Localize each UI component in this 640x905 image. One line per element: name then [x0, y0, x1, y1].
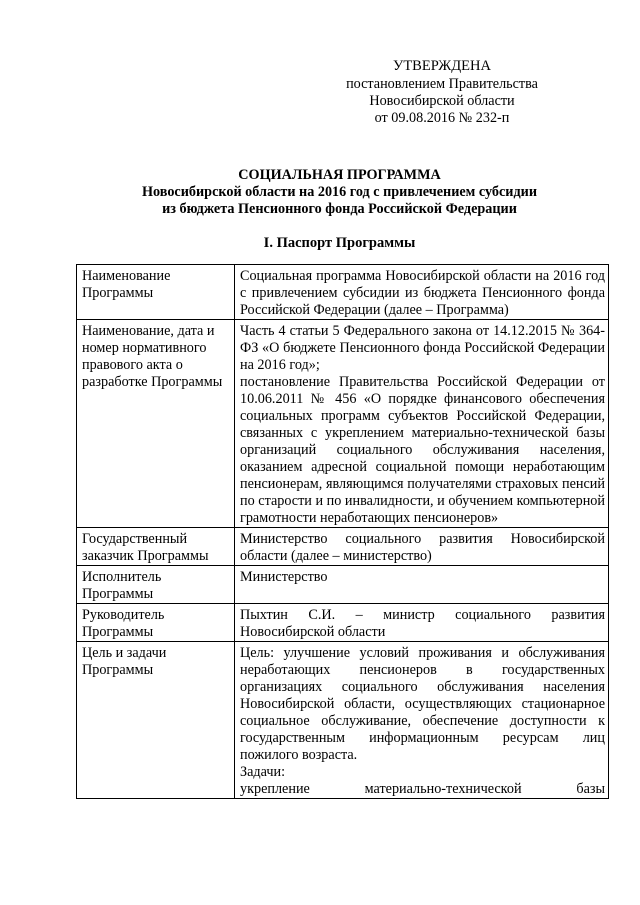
row-text-2: постановление Правительства Российской Федерации от 10.06.2011 № 456 «О порядке финансового обеспечения социальных программ субъектов Российской Федерации, связанных с укреплением материально-технической базы организаций социального обслуживания населения, оказанием адресной социальной помощи неработающим пенсионерам, являющимся получателями страховых пенсий по старости и по инвалидности, и обучением компьютерной грамотности неработающих пенсионеров»	[240, 374, 605, 526]
table-row	[77, 320, 609, 528]
row-text: Пыхтин С.И. – министр социального развития Новосибирской области	[240, 607, 605, 640]
row-text: Часть 4 статьи 5 Федерального закона от 14.12.2015 № 364-ФЗ «О бюджете Пенсионного фонда Российской Федерации на 2016 год»;	[240, 323, 605, 373]
row-label: Руководитель Программы	[77, 604, 235, 642]
table-row	[77, 604, 609, 642]
title-line-2: Новосибирской области на 2016 год с привлечением субсидии	[142, 184, 537, 200]
approval-heading: УТВЕРЖДЕНА	[393, 58, 491, 74]
passport-table	[76, 264, 609, 799]
row-text-2: Задачи:	[240, 764, 286, 780]
table-row	[77, 566, 609, 604]
row-value	[235, 642, 609, 799]
approval-line-2: Новосибирской области	[369, 93, 515, 109]
row-text: Министерство	[240, 569, 328, 585]
row-text: Министерство социального развития Новосибирской области (далее – министерство)	[240, 531, 605, 564]
table-row	[77, 265, 609, 320]
approval-line-1: постановлением Правительства	[346, 76, 538, 92]
row-value	[235, 566, 609, 604]
row-text: Социальная программа Новосибирской области на 2016 год с привлечением субсидии из бюджета Пенсионного фонда Российской Федерации (далее – Программа)	[240, 268, 605, 318]
row-value	[235, 320, 609, 528]
row-label: Наименование Программы	[77, 265, 235, 320]
table-row	[77, 528, 609, 566]
row-label: Государственный заказчик Программы	[77, 528, 235, 566]
row-value	[235, 528, 609, 566]
row-text-3: укрепление материально-технической базы	[240, 781, 605, 797]
title-line-3: из бюджета Пенсионного фонда Российской Федерации	[162, 201, 517, 217]
row-text: Цель: улучшение условий проживания и обслуживания неработающих пенсионеров в государственных организациях социального обслуживания населения Новосибирской области, осуществляющих стационарное социальное обслуживание, обеспечение доступности к государственным информационным ресурсам лиц пожилого возраста.	[240, 645, 605, 763]
row-label: Исполнитель Программы	[77, 566, 235, 604]
table-row	[77, 642, 609, 799]
approval-line-3: от 09.08.2016 № 232-п	[374, 110, 510, 126]
row-label: Цель и задачи Программы	[77, 642, 235, 799]
row-value	[235, 265, 609, 320]
approval-block	[312, 58, 572, 127]
title-line-1: СОЦИАЛЬНАЯ ПРОГРАММА	[238, 167, 441, 183]
document-title	[76, 167, 603, 218]
row-value	[235, 604, 609, 642]
section-title: I. Паспорт Программы	[263, 235, 416, 251]
row-label: Наименование, дата и номер нормативного правового акта о разработке Программы	[77, 320, 235, 528]
